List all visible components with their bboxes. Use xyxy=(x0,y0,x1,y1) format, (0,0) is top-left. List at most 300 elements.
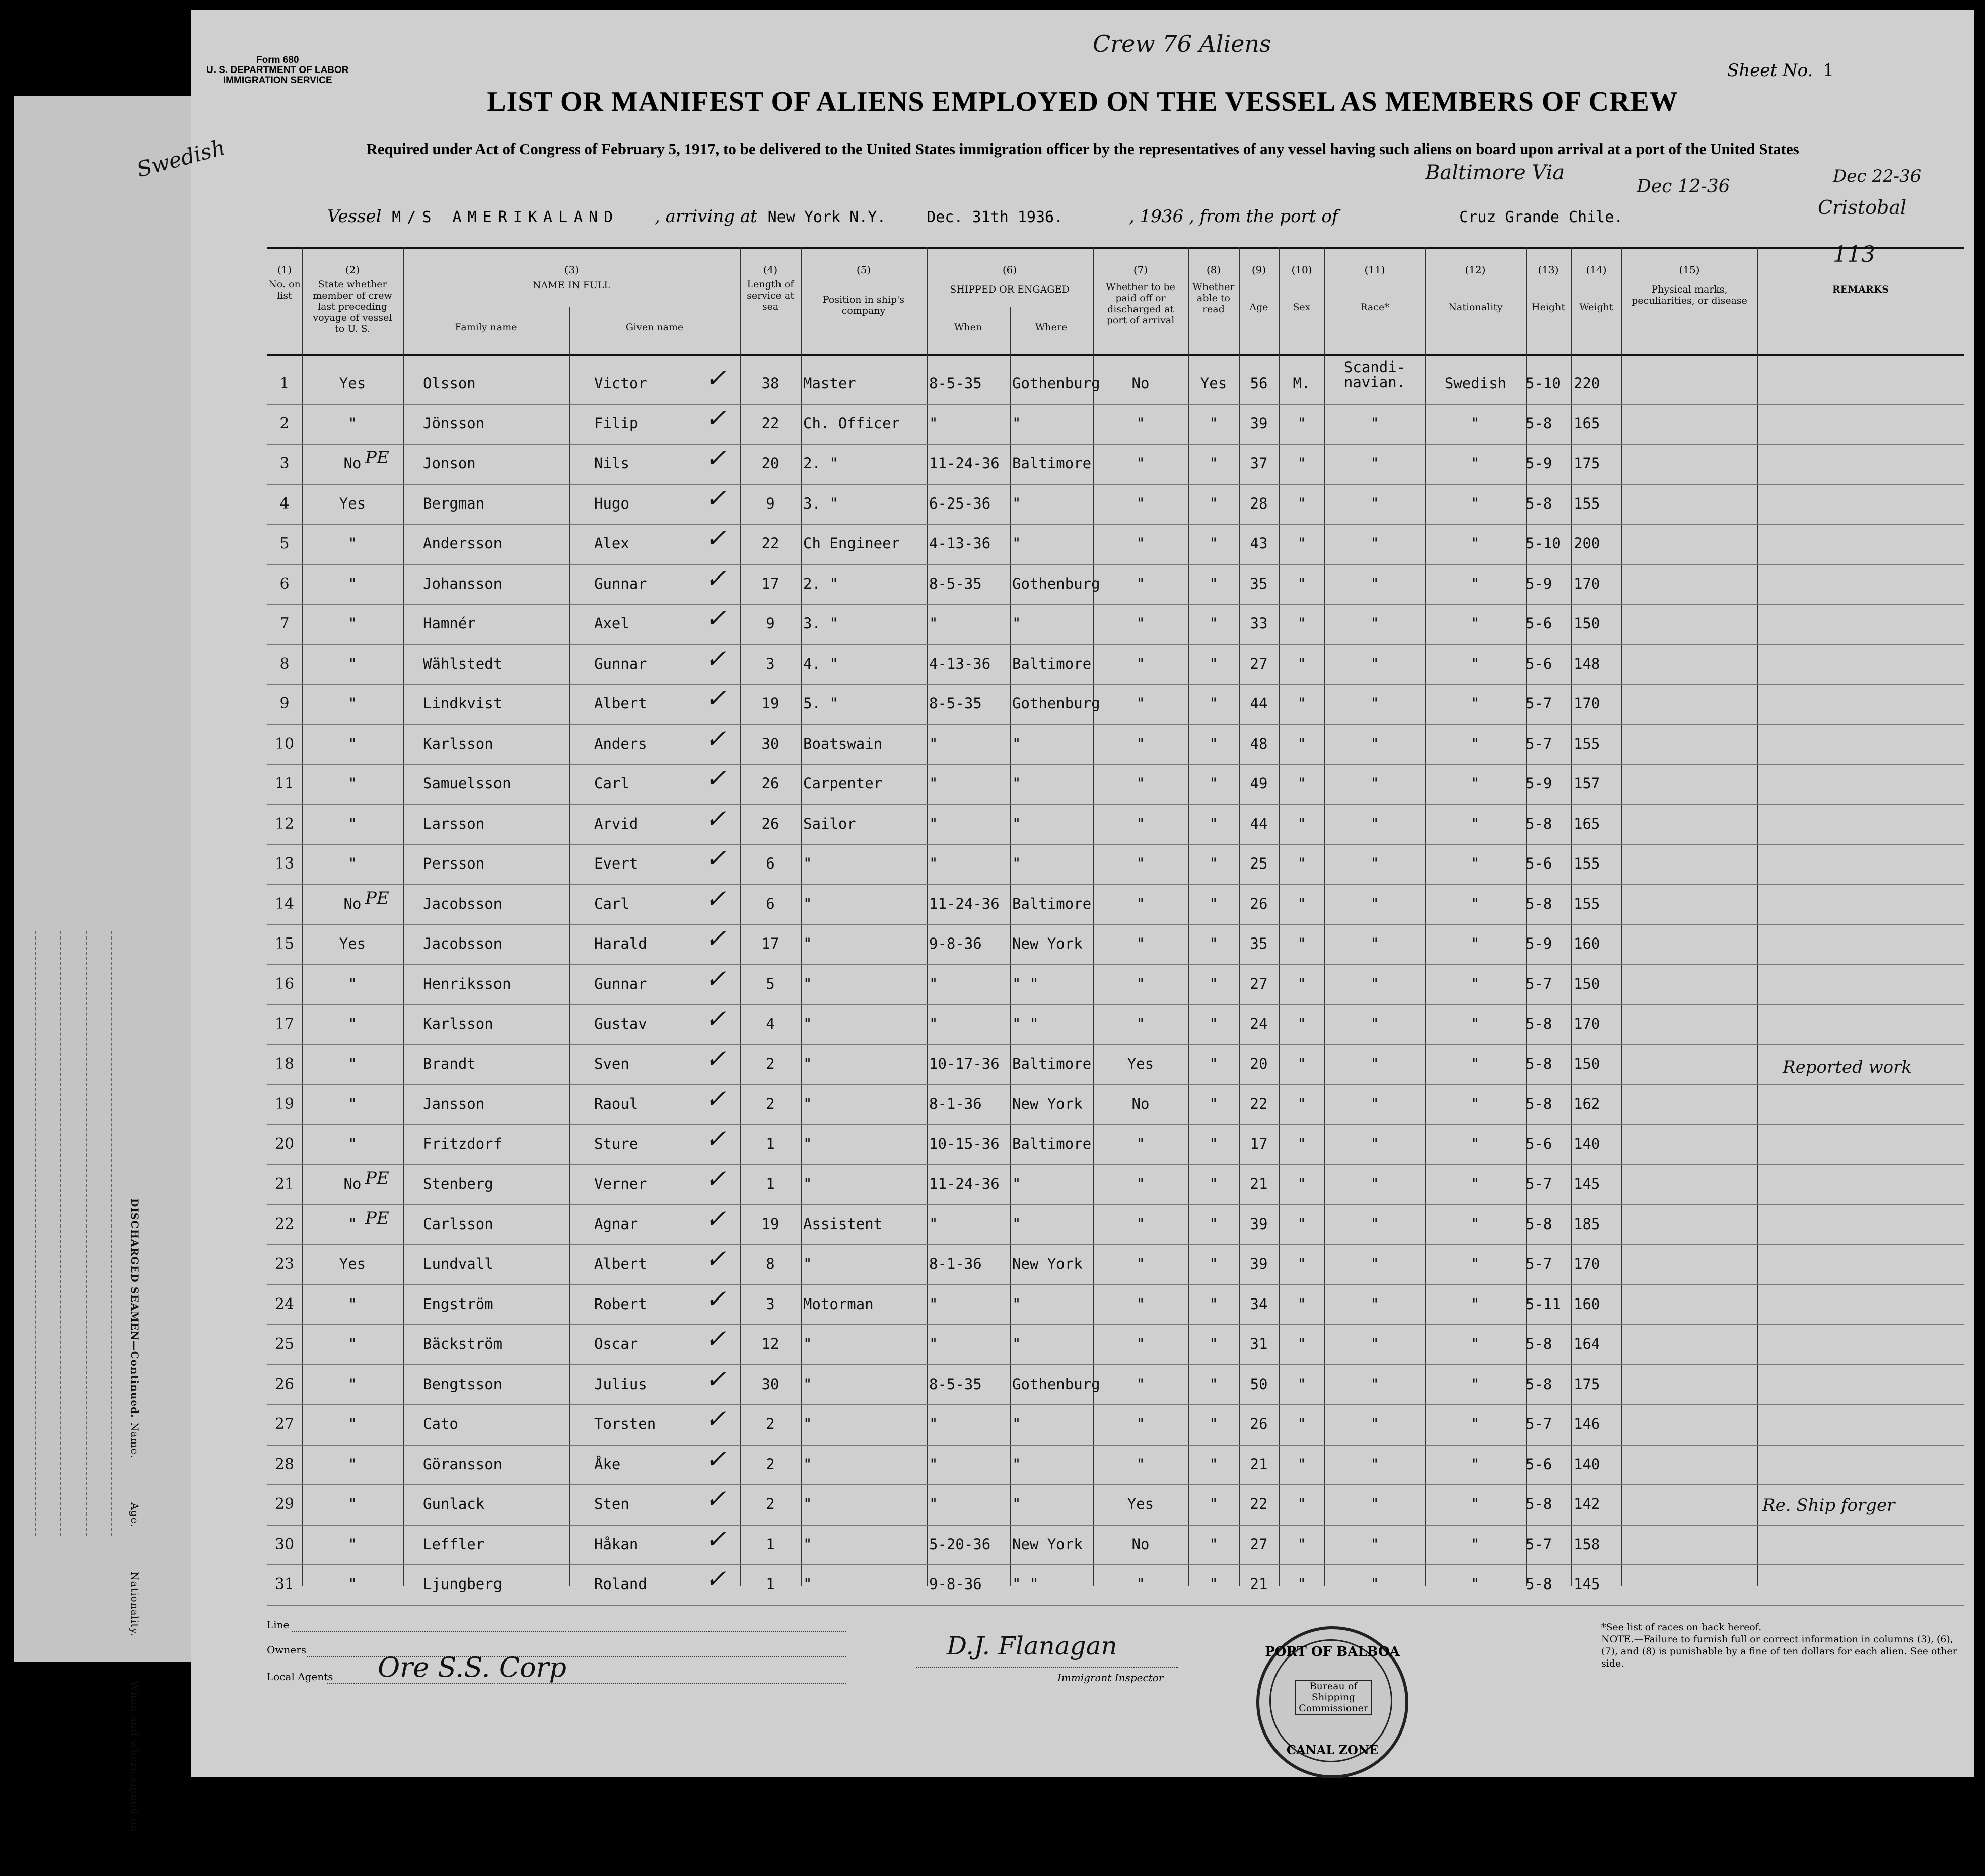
cell-position: " xyxy=(803,1575,812,1593)
table-row xyxy=(267,1525,1964,1566)
cell-no: 4 xyxy=(279,494,290,513)
cell-nat: " xyxy=(1471,615,1480,632)
cell-sex: " xyxy=(1297,1495,1306,1512)
cell-paid: " xyxy=(1136,414,1145,432)
cell-weight: 158 xyxy=(1574,1535,1600,1553)
cell-height: 5-6 xyxy=(1526,615,1552,632)
col-label-11: Race* xyxy=(1360,302,1389,313)
cell-when: 10-15-36 xyxy=(929,1135,1000,1152)
cell-service: 26 xyxy=(761,775,779,792)
cell-sex: " xyxy=(1297,1095,1306,1112)
cell-read: " xyxy=(1209,1135,1218,1152)
discharged-seamen-title: DISCHARGED SEAMEN—Continued. xyxy=(129,1198,141,1418)
col-num-8: (8) xyxy=(1206,264,1221,276)
cell-sex: " xyxy=(1297,695,1306,712)
cell-no: 7 xyxy=(279,615,290,632)
cell-sex: " xyxy=(1297,615,1306,632)
table-row xyxy=(267,1124,1964,1166)
cell-prev: " xyxy=(348,735,357,752)
cell-family: Karlsson xyxy=(423,735,493,752)
cell-when: 5-20-36 xyxy=(929,1535,991,1553)
cell-weight: 155 xyxy=(1574,494,1600,512)
cell-service: 1 xyxy=(766,1135,775,1152)
cell-when: " xyxy=(929,1335,938,1352)
prev-voyage-mark: PE xyxy=(365,888,389,908)
crew-manifest-table xyxy=(267,247,1964,1594)
cell-given: Raoul xyxy=(594,1095,639,1112)
cell-age: 25 xyxy=(1250,855,1268,872)
cell-service: 22 xyxy=(761,414,779,432)
manifest-footer xyxy=(267,1596,1964,1747)
cell-read: " xyxy=(1209,1535,1218,1553)
cell-sex: " xyxy=(1297,1055,1306,1072)
cell-service: 1 xyxy=(766,1175,775,1192)
cell-weight: 140 xyxy=(1574,1455,1600,1473)
cell-position: 5. " xyxy=(803,695,838,712)
cell-position: " xyxy=(803,1175,812,1192)
cell-given: Julius xyxy=(594,1375,647,1393)
vessel-label: Vessel xyxy=(327,206,382,227)
cell-sex: " xyxy=(1297,1575,1306,1593)
arriving-port: New York N.Y. xyxy=(767,208,886,226)
cell-nat: " xyxy=(1471,1535,1480,1553)
table-header xyxy=(267,247,1964,356)
cell-no: 10 xyxy=(274,735,295,753)
cell-position: " xyxy=(803,1055,812,1072)
cell-age: 20 xyxy=(1250,1055,1268,1072)
cell-race: " xyxy=(1370,1095,1379,1112)
cell-weight: 155 xyxy=(1574,855,1600,872)
cell-sex: " xyxy=(1297,1455,1306,1473)
cell-nat: " xyxy=(1471,1495,1480,1512)
cell-prev: " xyxy=(348,815,357,832)
cell-no: 12 xyxy=(274,815,295,833)
cell-paid: " xyxy=(1136,1415,1145,1432)
cell-where: Baltimore xyxy=(1012,895,1092,912)
cell-height: 5-6 xyxy=(1526,655,1552,672)
cell-prev: " xyxy=(348,1335,357,1352)
cell-service: 20 xyxy=(761,455,779,472)
col-num-5: (5) xyxy=(856,264,871,276)
footnote-races: *See list of races on back hereof. xyxy=(1601,1622,1762,1633)
cell-given: Axel xyxy=(594,615,629,632)
cell-where: " xyxy=(1012,815,1021,832)
table-row xyxy=(267,1404,1964,1446)
cell-race: " xyxy=(1370,775,1379,792)
cell-paid: No xyxy=(1131,1095,1150,1112)
cell-when: 4-13-36 xyxy=(929,535,991,552)
cell-height: 5-7 xyxy=(1526,735,1552,752)
cell-read: " xyxy=(1209,1575,1218,1593)
table-row xyxy=(267,1244,1964,1285)
cell-sex: " xyxy=(1297,494,1306,512)
cell-paid: No xyxy=(1131,375,1150,392)
cell-when: " xyxy=(929,815,938,832)
cell-age: 24 xyxy=(1250,1015,1268,1032)
cell-prev: " xyxy=(348,1375,357,1393)
cell-given: Håkan xyxy=(594,1535,639,1553)
cell-paid: " xyxy=(1136,1575,1145,1593)
check-mark-icon: ✓ xyxy=(705,884,726,913)
cell-position: " xyxy=(803,935,812,952)
vessel-line xyxy=(327,206,1623,227)
col-num-4: (4) xyxy=(763,264,778,276)
service-name: IMMIGRATION SERVICE xyxy=(223,75,332,86)
cell-prev: " xyxy=(348,1095,357,1112)
cell-position: Motorman xyxy=(803,1295,874,1313)
cell-read: Yes xyxy=(1200,375,1227,392)
cell-paid: " xyxy=(1136,1375,1145,1393)
cell-read: " xyxy=(1209,655,1218,672)
subheader-when: When xyxy=(954,322,982,333)
cell-prev: No xyxy=(343,1175,362,1192)
handwritten-date-1: Dec 12-36 xyxy=(1637,176,1730,197)
cell-position: Sailor xyxy=(803,815,856,832)
cell-race: Scandi- navian. xyxy=(1343,358,1406,391)
line-label: Line xyxy=(267,1619,290,1631)
table-row xyxy=(267,924,1964,965)
col-num-1: (1) xyxy=(277,264,292,276)
check-mark-icon: ✓ xyxy=(705,1284,726,1314)
cell-race: " xyxy=(1370,855,1379,872)
cell-sex: " xyxy=(1297,975,1306,992)
sheet-number-label: Sheet No. xyxy=(1727,60,1813,81)
cell-position: Carpenter xyxy=(803,775,883,792)
stamp-middle-text: Bureau of Shipping Commissioner xyxy=(1295,1680,1372,1715)
table-row xyxy=(267,644,1964,685)
cell-no: 8 xyxy=(279,655,290,673)
cell-race: " xyxy=(1370,1535,1379,1553)
cell-sex: " xyxy=(1297,1135,1306,1152)
cell-read: " xyxy=(1209,1215,1218,1233)
table-row xyxy=(267,444,1964,485)
cell-prev: " xyxy=(348,1295,357,1313)
cell-weight: 155 xyxy=(1574,735,1600,752)
cell-weight: 150 xyxy=(1574,975,1600,992)
cell-family: Wählstedt xyxy=(423,655,503,672)
cell-no: 30 xyxy=(274,1535,295,1553)
page-subtitle: Required under Act of Congress of February 5, 1917, to be delivered to the United States immigration officer by the representatives of any vessel having such aliens on board upon arrival at a port of the United States xyxy=(366,140,1799,158)
cell-weight: 200 xyxy=(1574,535,1600,552)
cell-given: Gustav xyxy=(594,1015,647,1032)
cell-nat: " xyxy=(1471,535,1480,552)
table-row xyxy=(267,884,1964,925)
cell-age: 26 xyxy=(1250,1415,1268,1432)
cell-prev: " xyxy=(348,1535,357,1553)
cell-position: " xyxy=(803,1455,812,1473)
cell-race: " xyxy=(1370,1295,1379,1313)
cell-service: 9 xyxy=(766,494,775,512)
cell-age: 44 xyxy=(1250,815,1268,832)
cell-where: New York xyxy=(1012,1255,1083,1272)
cell-paid: " xyxy=(1136,615,1145,632)
cell-where: " xyxy=(1012,855,1021,872)
table-row xyxy=(267,564,1964,605)
cell-no: 14 xyxy=(274,895,295,913)
cell-family: Jacobsson xyxy=(423,935,503,952)
cell-service: 17 xyxy=(761,935,779,952)
cell-service: 19 xyxy=(761,695,779,712)
cell-nat: " xyxy=(1471,1015,1480,1032)
cell-service: 3 xyxy=(766,655,775,672)
cell-service: 2 xyxy=(766,1495,775,1512)
page-title: LIST OR MANIFEST OF ALIENS EMPLOYED ON THE VESSEL AS MEMBERS OF CREW xyxy=(487,86,1678,117)
cell-when: 8-5-35 xyxy=(929,375,982,392)
cell-where: " xyxy=(1012,775,1021,792)
cell-family: Cato xyxy=(423,1415,458,1432)
cell-height: 5-8 xyxy=(1526,1215,1552,1233)
cell-read: " xyxy=(1209,1055,1218,1072)
cell-paid: " xyxy=(1136,1295,1145,1313)
handwritten-date-2: Dec 22-36 xyxy=(1833,166,1922,186)
col-label-6: SHIPPED OR ENGAGED xyxy=(950,284,1070,295)
cell-nat: " xyxy=(1471,935,1480,952)
cell-read: " xyxy=(1209,1295,1218,1313)
cell-family: Gunlack xyxy=(423,1495,485,1512)
cell-read: " xyxy=(1209,815,1218,832)
cell-where: " xyxy=(1012,414,1021,432)
check-mark-icon: ✓ xyxy=(705,684,726,713)
table-row xyxy=(267,524,1964,565)
cell-sex: " xyxy=(1297,1175,1306,1192)
cell-where: Baltimore xyxy=(1012,455,1092,472)
cell-family: Olsson xyxy=(423,375,476,392)
port-of-balboa-stamp xyxy=(1256,1626,1408,1778)
handwritten-remark-row-29: Re. Ship forger xyxy=(1762,1495,1895,1516)
cell-weight: 162 xyxy=(1574,1095,1600,1112)
cell-service: 30 xyxy=(761,735,779,752)
cell-read: " xyxy=(1209,1095,1218,1112)
cell-given: Gunnar xyxy=(594,975,647,992)
check-mark-icon: ✓ xyxy=(705,643,726,673)
cell-prev: " xyxy=(348,775,357,792)
cell-weight: 185 xyxy=(1574,1215,1600,1233)
cell-weight: 150 xyxy=(1574,1055,1600,1072)
cell-nat: " xyxy=(1471,695,1480,712)
col-label-14: Weight xyxy=(1579,302,1613,313)
cell-when: " xyxy=(929,735,938,752)
cell-family: Ljungberg xyxy=(423,1575,503,1593)
cell-height: 5-8 xyxy=(1526,1495,1552,1512)
cell-age: 31 xyxy=(1250,1335,1268,1352)
cell-given: Robert xyxy=(594,1295,647,1313)
cell-sex: " xyxy=(1297,1335,1306,1352)
col-num-15: (15) xyxy=(1679,264,1700,276)
discharged-col-age: Age. xyxy=(129,1502,141,1528)
vessel-name: M/S AMERIKALAND xyxy=(392,208,619,226)
cell-read: " xyxy=(1209,1455,1218,1473)
cell-where: " xyxy=(1012,1495,1021,1512)
discharged-col-signed-on: When and where signed on. xyxy=(129,1681,141,1836)
check-mark-icon: ✓ xyxy=(705,1164,726,1193)
cell-weight: 164 xyxy=(1574,1335,1600,1352)
cell-age: 27 xyxy=(1250,1535,1268,1553)
check-mark-icon: ✓ xyxy=(705,1084,726,1113)
cell-position: " xyxy=(803,1495,812,1512)
cell-service: 2 xyxy=(766,1455,775,1473)
local-agents-value: Ore S.S. Corp xyxy=(378,1651,567,1683)
year-label: , 193 xyxy=(1128,206,1173,227)
cell-family: Brandt xyxy=(423,1055,476,1072)
cell-race: " xyxy=(1370,1215,1379,1233)
cell-when: " xyxy=(929,1015,938,1032)
cell-race: " xyxy=(1370,815,1379,832)
cell-service: 38 xyxy=(761,375,779,392)
cell-position: " xyxy=(803,975,812,992)
check-mark-icon: ✓ xyxy=(705,1404,726,1433)
table-row xyxy=(267,1364,1964,1406)
cell-sex: " xyxy=(1297,1415,1306,1432)
cell-service: 2 xyxy=(766,1415,775,1432)
cell-paid: Yes xyxy=(1127,1495,1154,1512)
cell-nat: " xyxy=(1471,1055,1480,1072)
cell-given: Carl xyxy=(594,775,629,792)
cell-sex: " xyxy=(1297,935,1306,952)
check-mark-icon: ✓ xyxy=(705,483,726,513)
cell-given: Evert xyxy=(594,855,639,872)
cell-height: 5-8 xyxy=(1526,1015,1552,1032)
cell-prev: " xyxy=(348,695,357,712)
cell-position: Ch Engineer xyxy=(803,535,900,552)
cell-sex: M. xyxy=(1293,375,1311,392)
cell-age: 22 xyxy=(1250,1095,1268,1112)
col-label-12: Nationality xyxy=(1448,302,1503,313)
cell-read: " xyxy=(1209,735,1218,752)
col-label-8: Whether able to read xyxy=(1192,281,1235,315)
check-mark-icon: ✓ xyxy=(705,364,726,393)
cell-race: " xyxy=(1370,455,1379,472)
cell-given: Arvid xyxy=(594,815,639,832)
check-mark-icon: ✓ xyxy=(705,1564,726,1594)
cell-read: " xyxy=(1209,975,1218,992)
handwritten-page-count: 113 xyxy=(1833,242,1875,267)
cell-position: 4. " xyxy=(803,655,838,672)
cell-nat: " xyxy=(1471,414,1480,432)
cell-height: 5-8 xyxy=(1526,1575,1552,1593)
check-mark-icon: ✓ xyxy=(705,403,726,433)
cell-paid: " xyxy=(1136,895,1145,912)
cell-when: 9-8-36 xyxy=(929,1575,982,1593)
cell-family: Bäckström xyxy=(423,1335,503,1352)
cell-when: " xyxy=(929,1295,938,1313)
cell-read: " xyxy=(1209,855,1218,872)
cell-height: 5-9 xyxy=(1526,935,1552,952)
cell-position: Boatswain xyxy=(803,735,883,752)
form-number: Form 680 xyxy=(256,55,299,65)
cell-nat: " xyxy=(1471,1175,1480,1192)
cell-age: 44 xyxy=(1250,695,1268,712)
cell-service: 4 xyxy=(766,1015,775,1032)
col-label-5: Position in ship's company xyxy=(822,294,905,316)
cell-given: Victor xyxy=(594,375,647,392)
cell-age: 28 xyxy=(1250,494,1268,512)
cell-race: " xyxy=(1370,494,1379,512)
cell-no: 9 xyxy=(279,695,290,712)
cell-age: 48 xyxy=(1250,735,1268,752)
cell-position: 2. " xyxy=(803,455,838,472)
cell-given: Torsten xyxy=(594,1415,656,1432)
cell-when: " xyxy=(929,1215,938,1233)
cell-age: 49 xyxy=(1250,775,1268,792)
cell-weight: 175 xyxy=(1574,455,1600,472)
cell-height: 5-7 xyxy=(1526,695,1552,712)
check-mark-icon: ✓ xyxy=(705,1244,726,1273)
col-num-13: (13) xyxy=(1538,264,1559,276)
cell-nat: " xyxy=(1471,1295,1480,1313)
cell-service: 3 xyxy=(766,1295,775,1313)
cell-sex: " xyxy=(1297,855,1306,872)
from-port: Cruz Grande Chile. xyxy=(1459,208,1623,226)
cell-no: 23 xyxy=(274,1255,295,1273)
cell-no: 18 xyxy=(274,1055,295,1073)
cell-weight: 165 xyxy=(1574,815,1600,832)
cell-given: Gunnar xyxy=(594,574,647,592)
cell-read: " xyxy=(1209,695,1218,712)
check-mark-icon: ✓ xyxy=(705,444,726,473)
footnote xyxy=(1601,1621,1964,1670)
cell-family: Hamnér xyxy=(423,615,476,632)
col-label-10: Sex xyxy=(1293,302,1311,313)
cell-nat: " xyxy=(1471,895,1480,912)
cell-service: 19 xyxy=(761,1215,779,1233)
cell-family: Fritzdorf xyxy=(423,1135,503,1152)
cell-age: 17 xyxy=(1250,1135,1268,1152)
cell-when: 11-24-36 xyxy=(929,1175,1000,1192)
cell-given: Sture xyxy=(594,1135,639,1152)
cell-when: 10-17-36 xyxy=(929,1055,1000,1072)
table-row xyxy=(267,844,1964,885)
table-row xyxy=(267,1204,1964,1246)
cell-service: 1 xyxy=(766,1575,775,1593)
cell-height: 5-7 xyxy=(1526,1255,1552,1272)
form-number-block xyxy=(206,55,349,86)
cell-read: " xyxy=(1209,414,1218,432)
arriving-label: , arriving at xyxy=(655,206,757,227)
cell-nat: " xyxy=(1471,1375,1480,1393)
subheader-where: Where xyxy=(1035,322,1068,333)
check-mark-icon: ✓ xyxy=(705,1484,726,1513)
cell-where: " " xyxy=(1012,975,1039,992)
table-row xyxy=(267,1044,1964,1086)
table-row xyxy=(267,684,1964,725)
cell-paid: " xyxy=(1136,1255,1145,1272)
table-row xyxy=(267,404,1964,445)
cell-when: 8-5-35 xyxy=(929,695,982,712)
cell-family: Bengtsson xyxy=(423,1375,503,1393)
cell-no: 2 xyxy=(279,414,290,432)
cell-family: Göransson xyxy=(423,1455,503,1473)
cell-family: Jönsson xyxy=(423,414,485,432)
sheet-number xyxy=(1727,60,1834,81)
table-row xyxy=(267,964,1964,1005)
cell-service: 1 xyxy=(766,1535,775,1553)
cell-no: 11 xyxy=(274,775,295,792)
cell-read: " xyxy=(1209,775,1218,792)
cell-paid: " xyxy=(1136,1335,1145,1352)
cell-service: 8 xyxy=(766,1255,775,1272)
table-row xyxy=(267,1284,1964,1326)
year-digit: 6 xyxy=(1172,206,1184,227)
stamp-bottom-text: CANAL ZONE xyxy=(1286,1743,1379,1757)
cell-race: " xyxy=(1370,414,1379,432)
cell-where: " xyxy=(1012,615,1021,632)
cell-when: 8-1-36 xyxy=(929,1255,982,1272)
sheet-number-value: 1 xyxy=(1823,60,1834,81)
cell-position: " xyxy=(803,1135,812,1152)
cell-when: 4-13-36 xyxy=(929,655,991,672)
cell-nat: " xyxy=(1471,455,1480,472)
cell-nat: " xyxy=(1471,1415,1480,1432)
